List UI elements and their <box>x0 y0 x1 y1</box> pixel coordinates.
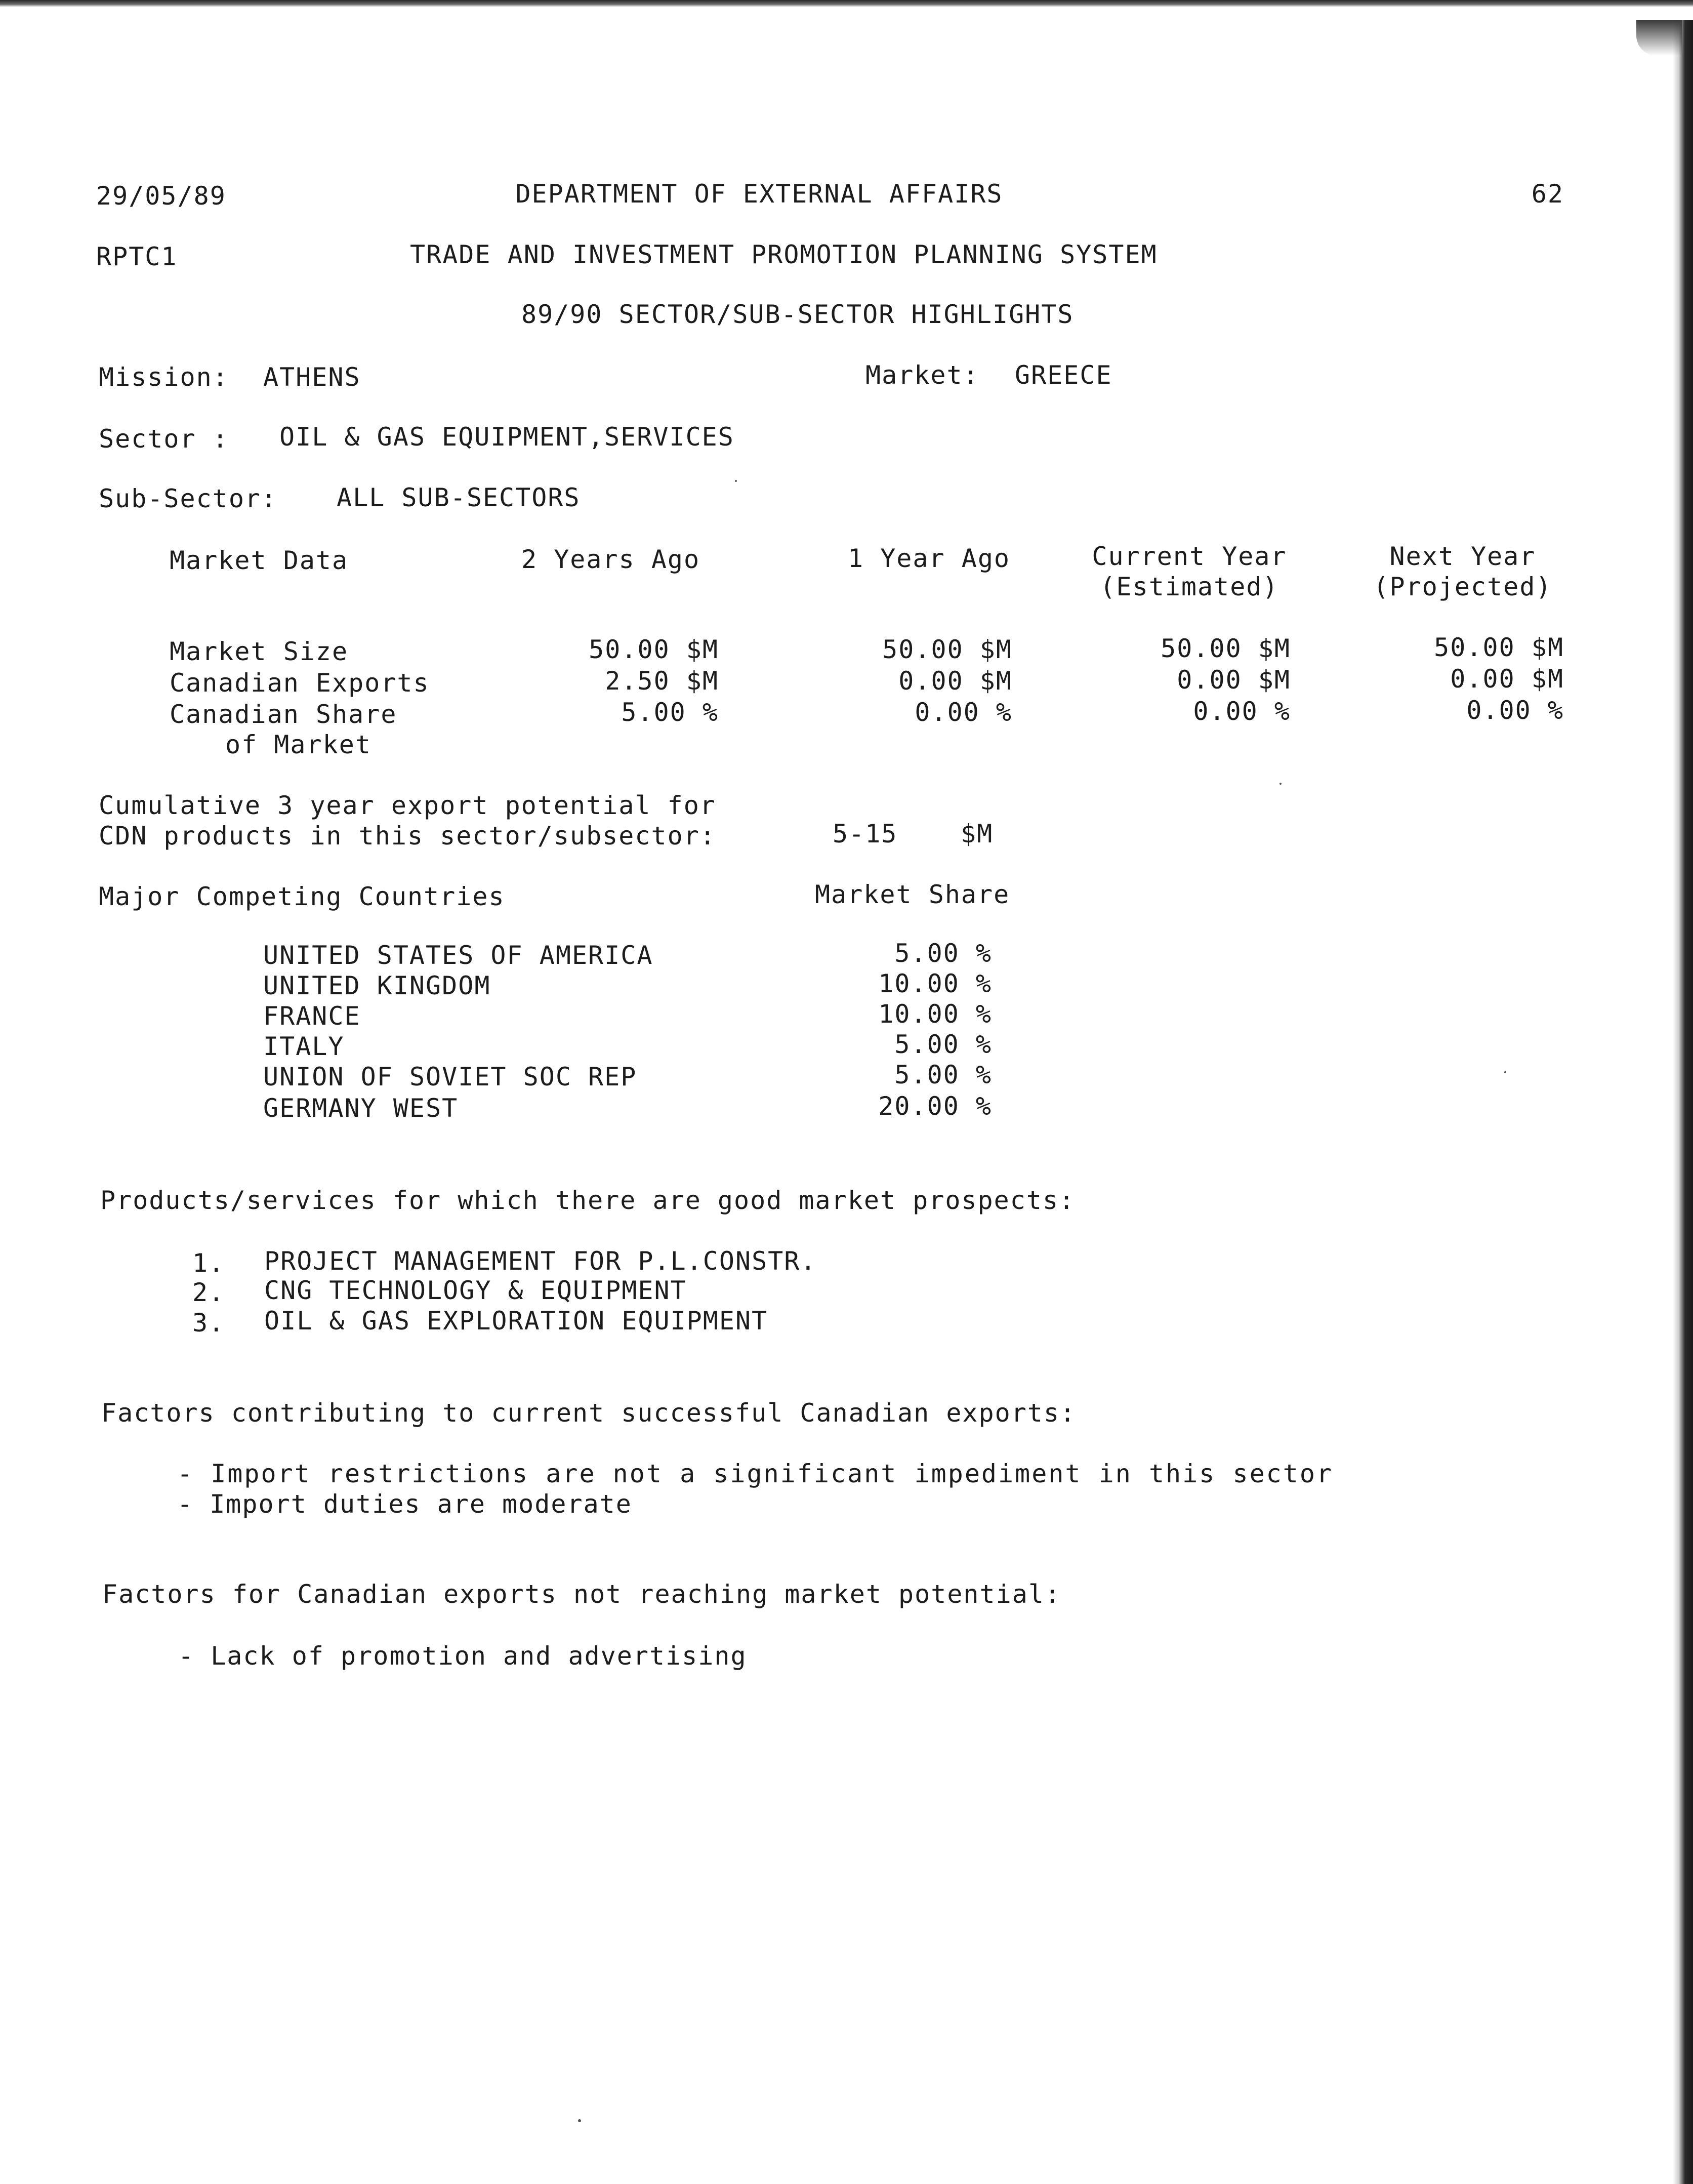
scan-speck <box>735 480 737 482</box>
cell-value: 0.00 $M <box>1450 664 1564 694</box>
cell-value: 50.00 $M <box>1161 634 1291 663</box>
competitor-country: ITALY <box>263 1032 345 1061</box>
competitor-country: UNITED KINGDOM <box>263 971 491 1000</box>
cell-value: 0.00 % <box>1466 696 1564 725</box>
cell-value: 0.00 $M <box>1177 665 1291 695</box>
scan-edge-right <box>1673 20 1693 2184</box>
row-label: Canadian Exports <box>170 668 430 698</box>
sector-value: OIL & GAS EQUIPMENT,SERVICES <box>279 422 734 452</box>
scan-edge-top <box>0 0 1693 7</box>
competitor-share: 5.00 % <box>894 939 992 968</box>
scan-speck <box>578 2119 581 2122</box>
list-item-number: 1. <box>192 1248 225 1278</box>
scan-speck <box>1504 1071 1506 1073</box>
report-date: 29/05/89 <box>96 181 226 211</box>
row-label: Market Size <box>170 637 349 666</box>
sub-sector-label: Sub-Sector: <box>99 484 278 513</box>
competitor-country: FRANCE <box>263 1001 361 1031</box>
competitor-share: 5.00 % <box>894 1060 992 1089</box>
scan-fold-corner <box>1636 20 1682 56</box>
col-header-1-year-ago: 1 Year Ago <box>848 544 1011 573</box>
competitor-share: 10.00 % <box>878 969 992 998</box>
list-item: OIL & GAS EXPLORATION EQUIPMENT <box>264 1306 768 1336</box>
col-header-next-year-projected: (Projected) <box>1373 572 1552 601</box>
export-potential-line1: Cumulative 3 year export potential for <box>99 791 716 820</box>
col-header-current-year-estimated: (Estimated) <box>1100 572 1279 601</box>
market-data-header-label: Market Data <box>170 546 349 575</box>
row-label-continued: of Market <box>225 730 371 759</box>
page-number: 62 <box>1531 179 1564 209</box>
list-item: - Import duties are moderate <box>177 1489 632 1519</box>
export-potential-range: 5-15 <box>833 819 898 848</box>
competitor-country: GERMANY WEST <box>263 1094 459 1123</box>
shortfall-factors-heading: Factors for Canadian exports not reaching market potential: <box>102 1580 1061 1609</box>
scan-speck <box>1279 783 1282 785</box>
competitor-country: UNION OF SOVIET SOC REP <box>263 1062 637 1091</box>
cell-value: 50.00 $M <box>882 635 1012 664</box>
competitors-heading: Major Competing Countries <box>99 882 505 911</box>
sub-sector-value: ALL SUB-SECTORS <box>337 483 581 512</box>
list-item-number: 3. <box>192 1308 225 1338</box>
cell-value: 0.00 % <box>915 698 1012 727</box>
row-label: Canadian Share <box>170 700 397 729</box>
cell-value: 50.00 $M <box>1434 633 1564 662</box>
list-item: - Import restrictions are not a significant impediment in this sector <box>177 1459 1334 1488</box>
mission-value: ATHENS <box>263 362 361 392</box>
list-item-number: 2. <box>192 1278 225 1307</box>
list-item: PROJECT MANAGEMENT FOR P.L.CONSTR. <box>264 1246 817 1276</box>
cell-value: 5.00 % <box>621 698 719 727</box>
competitor-share: 5.00 % <box>894 1030 992 1059</box>
cell-value: 2.50 $M <box>605 666 719 696</box>
market-share-heading: Market Share <box>815 880 1010 909</box>
competitor-share: 10.00 % <box>878 999 992 1029</box>
mission-label: Mission: <box>99 362 229 392</box>
department-title: DEPARTMENT OF EXTERNAL AFFAIRS <box>515 179 1003 209</box>
cell-value: 0.00 $M <box>898 666 1012 696</box>
cell-value: 50.00 $M <box>589 635 719 664</box>
system-title: TRADE AND INVESTMENT PROMOTION PLANNING SYSTEM <box>410 240 1158 269</box>
market-label: Market: <box>865 360 979 390</box>
competitor-share: 20.00 % <box>878 1091 992 1121</box>
export-potential-line2: CDN products in this sector/subsector: <box>99 821 716 851</box>
market-value: GREECE <box>1015 360 1112 390</box>
list-item: CNG TECHNOLOGY & EQUIPMENT <box>264 1276 687 1305</box>
list-item: - Lack of promotion and advertising <box>178 1641 747 1671</box>
sector-label: Sector : <box>99 424 229 454</box>
cell-value: 0.00 % <box>1193 697 1291 726</box>
success-factors-heading: Factors contributing to current successful Canadian exports: <box>101 1398 1077 1428</box>
col-header-2-years-ago: 2 Years Ago <box>521 545 700 574</box>
col-header-current-year: Current Year <box>1092 542 1287 571</box>
prospects-heading: Products/services for which there are good market prospects: <box>100 1186 1076 1215</box>
report-code: RPTC1 <box>96 242 178 271</box>
report-title: 89/90 SECTOR/SUB-SECTOR HIGHLIGHTS <box>521 300 1074 329</box>
col-header-next-year: Next Year <box>1389 542 1536 571</box>
competitor-country: UNITED STATES OF AMERICA <box>263 941 653 970</box>
export-potential-unit: $M <box>961 819 994 848</box>
